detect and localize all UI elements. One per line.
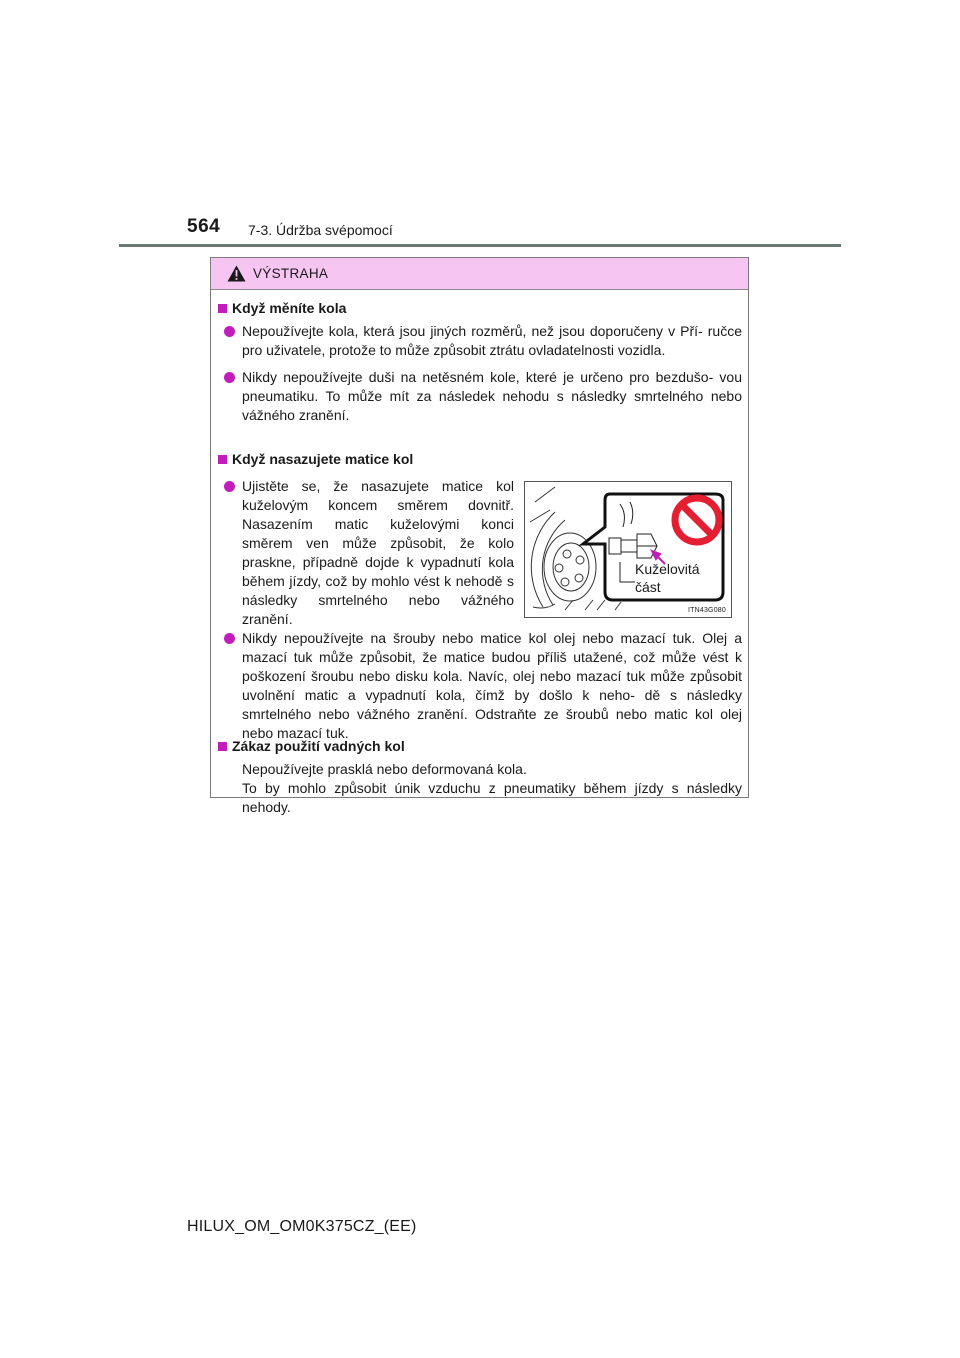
figure-callout-label (635, 560, 700, 596)
figure-label-line: Kuželovitá (635, 561, 700, 577)
section-heading-text: Když nasazujete matice kol (232, 451, 414, 467)
list-item (224, 477, 514, 629)
section-heading (218, 300, 346, 316)
document-code: HILUX_OM_OM0K375CZ_(EE) (187, 1218, 417, 1235)
list-item-text: Nikdy nepoužívejte na šrouby nebo matice kol olej nebo mazací tuk. Olej a mazací tuk může způsobit, že matice budou příliš utažené, což může vést k poškození šroubu nebo disku kola. Navíc, olej nebo mazací tuk může způsobit uvolnění matic a vypadnutí kola, čímž by došlo k neho- dě s následky smrtelného nebo vážného zranění. Odstraňte ze šroubů nebo matic kol olej nebo mazací tuk. (242, 630, 742, 741)
header-divider (119, 244, 841, 247)
square-bullet-icon (218, 304, 227, 313)
warning-header (211, 258, 748, 290)
section-heading-text: Když měníte kola (232, 300, 347, 316)
square-bullet-icon (218, 455, 227, 464)
wheel-nut-illustration (525, 482, 731, 617)
section-heading (218, 738, 405, 754)
list-item-text: Nikdy nepoužívejte duši na netěsném kole, které je určeno pro bezdušo- vou pneumatiku. To může mít za následek nehodu s následky smrtelného nebo vážného zranění. (242, 369, 742, 423)
paragraph: To by mohlo způsobit únik vzduchu z pneumatiky během jízdy s následky nehody. (242, 780, 742, 815)
list-item-text: Nepoužívejte kola, která jsou jiných rozměrů, než jsou doporučeny v Pří- ručce pro uživatele, protože to může způsobit ztrátu ovladatelnosti vozidla. (242, 323, 742, 358)
circle-bullet-icon (224, 372, 235, 383)
page-number: 564 (187, 216, 221, 237)
list-item (224, 368, 742, 425)
figure-label-line: část (635, 579, 661, 595)
circle-bullet-icon (224, 481, 235, 492)
warning-box (210, 257, 749, 815)
square-bullet-icon (218, 742, 227, 751)
section-heading (218, 451, 413, 467)
paragraph: Nepoužívejte prasklá nebo deformovaná kola. (242, 761, 527, 777)
list-item (224, 322, 742, 360)
wheel-nut-figure (524, 481, 732, 618)
list-item-text: Ujistěte se, že nasazujete matice kol kuželovým koncem směrem dovnitř. Nasazením matic kuželovými konci směrem ven může způsobit, že kolo praskne, případně dojde k vypadnutí kola během jízdy, což by mohlo vést k nehodě s následky smrtelného nebo vážného zranění. (242, 478, 514, 627)
section-heading-text: Zákaz použití vadných kol (232, 738, 405, 754)
warning-title: VÝSTRAHA (253, 266, 329, 281)
figure-code: ITN43G080 (688, 607, 726, 614)
warning-triangle-icon (227, 265, 246, 282)
circle-bullet-icon (224, 326, 235, 337)
list-item (224, 629, 742, 743)
circle-bullet-icon (224, 633, 235, 644)
section-title: 7-3. Údržba svépomocí (248, 222, 393, 238)
